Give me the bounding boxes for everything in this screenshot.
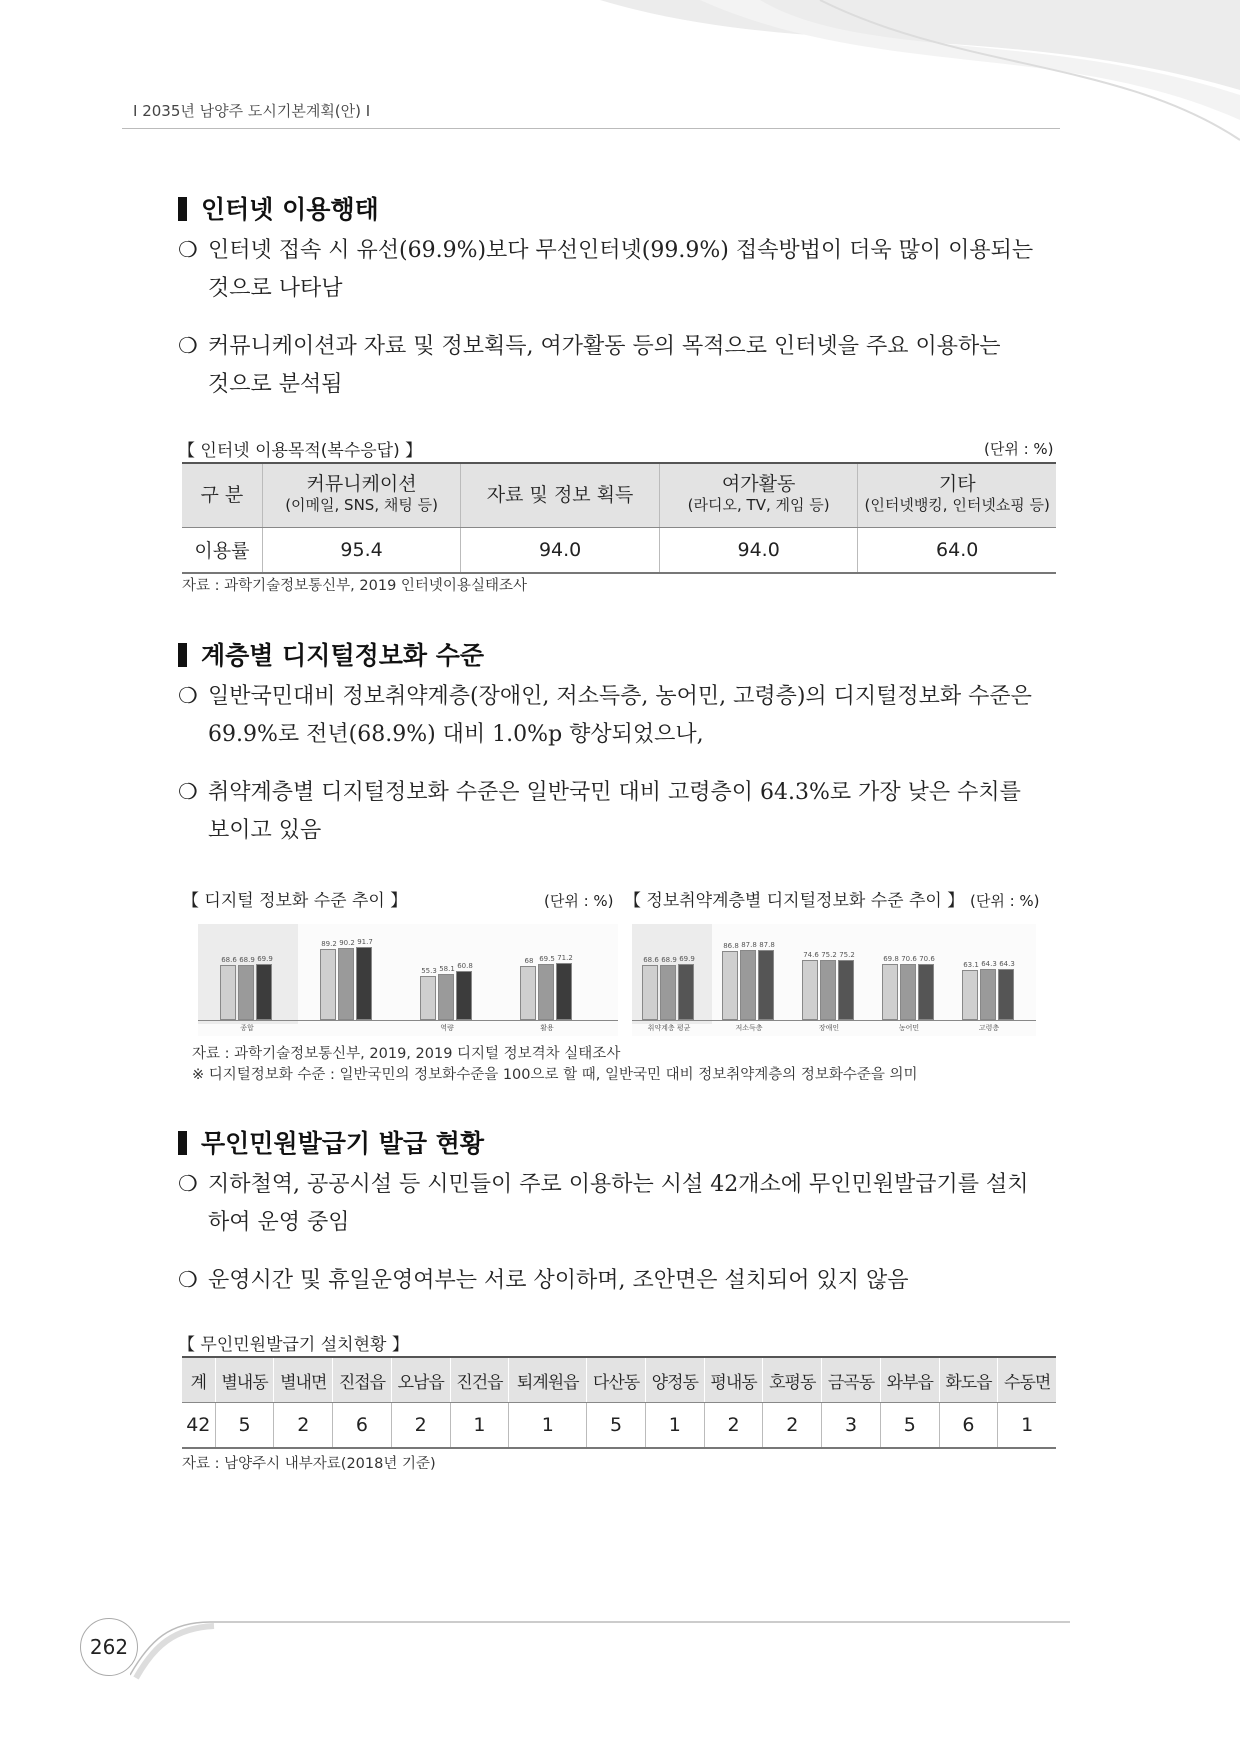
chart-bar (820, 960, 836, 1020)
table-cell: 이용률 (182, 527, 262, 573)
chart-bar (520, 966, 536, 1020)
chart-value-label: 74.6 (803, 951, 819, 960)
table-cell: 64.0 (858, 527, 1056, 573)
table-cell: 1 (509, 1403, 587, 1449)
chart-bar (998, 969, 1014, 1020)
table-header: 계 (182, 1357, 215, 1403)
chart-bar (678, 964, 694, 1020)
chart-bar (538, 964, 554, 1020)
chart-value-label: 68.9 (239, 955, 255, 964)
bullet-circle-icon: ❍ (178, 238, 198, 263)
paragraph: ❍ 인터넷 접속 시 유선(69.9%)보다 무선인터넷(99.9%) 접속방법이 더욱 많이 이용되는 것으로 나타남 (178, 232, 1058, 308)
table-header: 화도읍 (939, 1357, 998, 1403)
table-header: 커뮤니케이션 (이메일, SNS, 채팅 등) (262, 463, 461, 527)
chart-bar (556, 963, 572, 1020)
table-header: 기타 (인터넷뱅킹, 인터넷쇼핑 등) (858, 463, 1056, 527)
chart-bar (740, 950, 756, 1020)
section-title-kiosk: 무인민원발급기 발급 현황 (178, 1124, 484, 1160)
section-marker-icon (178, 1131, 187, 1155)
chart-value-label: 68 (524, 956, 534, 965)
table-header: 호평동 (763, 1357, 822, 1403)
paragraph: ❍ 운영시간 및 휴일운영여부는 서로 상이하며, 조안면은 설치되어 있지 않음 (178, 1262, 1058, 1300)
table-header: 별내면 (274, 1357, 333, 1403)
table-cell: 2 (391, 1403, 450, 1449)
paragraph: ❍ 커뮤니케이션과 자료 및 정보획득, 여가활동 등의 목적으로 인터넷을 주요 이용하는 것으로 분석됨 (178, 328, 1058, 404)
chart-category-label: 장애인 (818, 1024, 840, 1032)
table-header: 퇴계원읍 (509, 1357, 587, 1403)
table-cell: 42 (182, 1403, 215, 1449)
table-header: 양정동 (645, 1357, 704, 1403)
chart-caption: 【 정보취약계층별 디지털정보화 수준 추이 】 (624, 891, 965, 911)
chart-value-label: 55.3 (421, 966, 437, 975)
chart-value-label: 60.8 (457, 962, 473, 971)
chart-value-label: 70.6 (901, 954, 917, 963)
chart-bar (456, 971, 472, 1020)
page-number: 262 (80, 1618, 138, 1676)
chart-value-label: 68.9 (661, 955, 677, 964)
table-header: 와부읍 (880, 1357, 939, 1403)
bullet-circle-icon: ❍ (178, 1268, 198, 1293)
chart-value-label: 89.2 (321, 939, 337, 948)
chart-value-label: 87.8 (759, 940, 775, 949)
chart-value-label: 58.1 (439, 964, 455, 973)
table-unit: (단위 : %) (984, 440, 1054, 458)
chart-value-label: 63.1 (963, 960, 979, 969)
digital-level-chart (198, 924, 618, 1036)
chart-value-label: 69.8 (883, 955, 899, 964)
chart-value-label: 68.6 (643, 956, 659, 965)
table-cell: 5 (587, 1403, 646, 1449)
section-title-internet-usage: 인터넷 이용행태 (178, 190, 379, 226)
chart-bar (722, 951, 738, 1020)
table-cell: 1 (645, 1403, 704, 1449)
source-note: 자료 : 과학기술정보통신부, 2019 인터넷이용실태조사 (182, 578, 527, 594)
chart-value-label: 71.2 (557, 954, 573, 963)
chart-category-label: 저소득층 (735, 1024, 763, 1032)
source-note: 자료 : 남양주시 내부자료(2018년 기준) (182, 1456, 436, 1472)
chart-value-label: 90.2 (339, 938, 355, 947)
chart-category-label: 취약계층 평균 (647, 1024, 691, 1032)
chart-bar (356, 947, 372, 1020)
chart-bar (338, 948, 354, 1020)
table-cell: 6 (333, 1403, 392, 1449)
chart-value-label: 69.5 (539, 955, 555, 964)
table-header: 수동면 (998, 1357, 1056, 1403)
table-cell: 94.0 (461, 527, 660, 573)
bullet-circle-icon: ❍ (178, 780, 198, 805)
paragraph: ❍ 취약계층별 디지털정보화 수준은 일반국민 대비 고령층이 64.3%로 가장 낮은 수치를 보이고 있음 (178, 774, 1058, 850)
chart-value-label: 64.3 (981, 959, 997, 968)
chart-baseline (632, 1020, 1036, 1021)
source-note: 자료 : 과학기술정보통신부, 2019, 2019 디지털 정보격차 실태조사 (192, 1046, 621, 1062)
chart-value-label: 91.7 (357, 937, 373, 946)
table-header: 자료 및 정보 획득 (461, 463, 660, 527)
paragraph: ❍ 지하철역, 공공시설 등 시민들이 주로 이용하는 시설 42개소에 무인민원발급기를 설치 하여 운영 중임 (178, 1166, 1058, 1242)
internet-purpose-table (182, 462, 1056, 574)
header-divider (122, 128, 1060, 129)
table-cell: 1 (450, 1403, 509, 1449)
section-marker-icon (178, 197, 187, 221)
table-cell: 6 (939, 1403, 998, 1449)
chart-bar (238, 965, 254, 1020)
table-header: 구 분 (182, 463, 262, 527)
vulnerable-group-chart (632, 924, 1036, 1036)
chart-unit: (단위 : %) (544, 892, 614, 910)
footer-swoosh-decoration (130, 1620, 1070, 1680)
chart-bar (256, 964, 272, 1020)
chart-bar (802, 960, 818, 1020)
section-title-digital-level: 계층별 디지털정보화 수준 (178, 636, 484, 672)
chart-bar (882, 964, 898, 1020)
chart-bar (962, 970, 978, 1020)
chart-category-label: 종합 (240, 1024, 254, 1032)
table-caption: 【 인터넷 이용목적(복수응답) 】 (178, 441, 423, 461)
table-header: 별내동 (215, 1357, 274, 1403)
chart-bar (420, 976, 436, 1020)
kiosk-table (182, 1356, 1056, 1449)
table-header: 진접읍 (333, 1357, 392, 1403)
table-caption: 【 무인민원발급기 설치현황 】 (178, 1335, 409, 1355)
running-head: Ⅰ 2035년 남양주 도시기본계획(안) Ⅰ (133, 102, 371, 120)
chart-caption: 【 디지털 정보화 수준 추이 】 (182, 891, 408, 911)
chart-bar (980, 969, 996, 1020)
table-cell: 5 (880, 1403, 939, 1449)
chart-value-label: 87.8 (741, 940, 757, 949)
chart-value-label: 75.2 (839, 950, 855, 959)
chart-bar (660, 965, 676, 1020)
chart-value-label: 70.6 (919, 954, 935, 963)
table-cell: 2 (763, 1403, 822, 1449)
chart-value-label: 86.8 (723, 941, 739, 950)
table-cell: 2 (704, 1403, 763, 1449)
chart-category-label: 활용 (540, 1024, 554, 1032)
table-header: 여가활동 (라디오, TV, 게임 등) (659, 463, 858, 527)
chart-category-label: 농어민 (898, 1024, 920, 1032)
chart-bar (900, 964, 916, 1020)
table-cell: 95.4 (262, 527, 461, 573)
chart-bar (320, 949, 336, 1020)
table-header: 다산동 (587, 1357, 646, 1403)
bullet-circle-icon: ❍ (178, 1172, 198, 1197)
chart-baseline (198, 1020, 618, 1021)
bullet-circle-icon: ❍ (178, 334, 198, 359)
table-header: 오남읍 (391, 1357, 450, 1403)
chart-value-label: 68.6 (221, 956, 237, 965)
chart-bar (918, 964, 934, 1020)
table-header: 진건읍 (450, 1357, 509, 1403)
section-marker-icon (178, 643, 187, 667)
chart-value-label: 75.2 (821, 950, 837, 959)
table-header: 평내동 (704, 1357, 763, 1403)
table-header: 금곡동 (822, 1357, 881, 1403)
chart-value-label: 69.9 (679, 955, 695, 964)
table-cell: 3 (822, 1403, 881, 1449)
chart-unit: (단위 : %) (970, 892, 1040, 910)
chart-bar (838, 960, 854, 1020)
footnote: ※ 디지털정보화 수준 : 일반국민의 정보화수준을 100으로 할 때, 일반국민 대비 정보취약계층의 정보화수준을 의미 (192, 1067, 918, 1083)
chart-category-label: 역량 (440, 1024, 454, 1032)
chart-bar (758, 950, 774, 1020)
table-cell: 5 (215, 1403, 274, 1449)
table-cell: 94.0 (659, 527, 858, 573)
chart-bar (642, 965, 658, 1020)
bullet-circle-icon: ❍ (178, 684, 198, 709)
chart-value-label: 64.3 (999, 959, 1015, 968)
chart-bar (220, 965, 236, 1020)
table-cell: 2 (274, 1403, 333, 1449)
paragraph: ❍ 일반국민대비 정보취약계층(장애인, 저소득층, 농어민, 고령층)의 디지털정보화 수준은 69.9%로 전년(68.9%) 대비 1.0%p 향상되었으나, (178, 678, 1058, 754)
table-cell: 1 (998, 1403, 1056, 1449)
chart-category-label: 고령층 (978, 1024, 1000, 1032)
chart-value-label: 69.9 (257, 955, 273, 964)
chart-bar (438, 974, 454, 1020)
